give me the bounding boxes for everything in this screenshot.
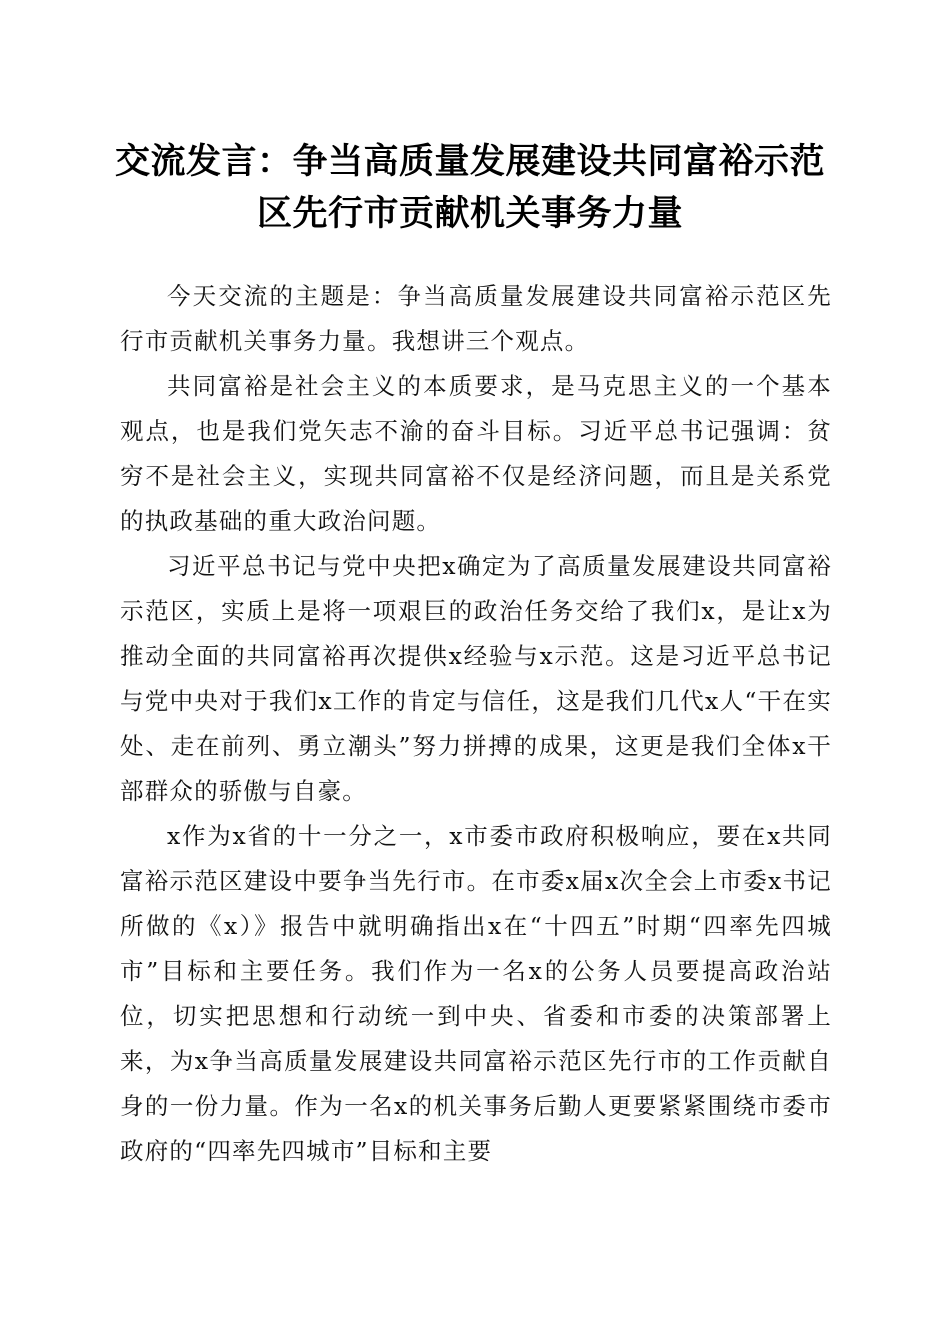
document-title-line-2: 区先行市贡献机关事务力量 <box>256 193 683 234</box>
paragraph-demonstration-zone: 习近平总书记与党中央把x确定为了高质量发展建设共同富裕示范区，实质上是将一项艰巨的政治任务交给了我们x，是让x为推动全面的共同富裕再次提供x经验与x示范。这是习近平总书记与党中央对于我们x工作的肯定与信任，这是我们几代x人“干在实处、走在前列、勇立潮头”努力拼搏的成果，这更是我们全体x干部群众的骄傲与自豪。 <box>120 552 832 805</box>
document-body <box>120 274 832 1174</box>
document-title-line-1: 交流发言：争当高质量发展建设共同富裕示范 <box>114 141 825 182</box>
paragraph-intro: 今天交流的主题是：争当高质量发展建设共同富裕示范区先行市贡献机关事务力量。我想讲三个观点。 <box>120 282 832 355</box>
paragraph-pioneer-city: x作为x省的十一分之一，x市委市政府积极响应，要在x共同富裕示范区建设中要争当先行市。在市委x届x次全会上市委x书记所做的《x）》报告中就明确指出x在“十四五”时期“四率先四城市”目标和主要任务。我们作为一名x的公务人员要提高政治站位，切实把思想和行动统一到中央、省委和市委的决策部署上来，为x争当高质量发展建设共同富裕示范区先行市的工作贡献自身的一份力量。作为一名x的机关事务后勤人更要紧紧围绕市委市政府的“四率先四城市”目标和主要 <box>120 822 832 1165</box>
document-title <box>110 136 830 240</box>
paragraph-common-prosperity: 共同富裕是社会主义的本质要求，是马克思主义的一个基本观点，也是我们党矢志不渝的奋斗目标。习近平总书记强调：贫穷不是社会主义，实现共同富裕不仅是经济问题，而且是关系党的执政基础的重大政治问题。 <box>120 372 832 535</box>
